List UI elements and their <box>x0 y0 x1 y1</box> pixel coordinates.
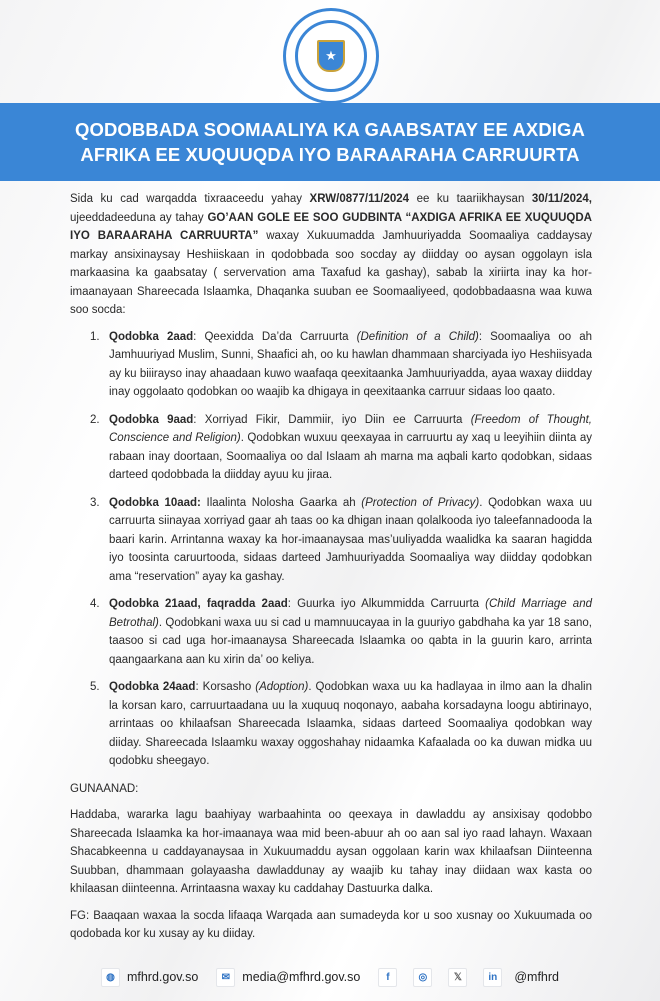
page-title-line-2: AFRIKA EE XUQUUQDA IYO BARAARAHA CARRUURTA <box>80 144 580 165</box>
list-number: 4. <box>90 598 100 610</box>
list-number: 2. <box>90 413 100 426</box>
italic-text: (Freedom of Thought, Conscience and Religion) <box>109 413 592 444</box>
italic-text: (Protection of Privacy) <box>361 496 480 509</box>
globe-icon: ◍ <box>101 968 120 987</box>
text-run: . Qodobkan waxa uu ka hadlayaa in ilmo aan la dhalin la korsan karo, carruurtaadana uu la xuquuq noqonayo, aabaha korsadayna loogu abtirinayo, arrintaas oo khilaafsan Shareecada Islaamka, sidaas darteed Soomaaliya qodobkan way diiday. Shareecada Islaamku waxay oggoshahay nidaamka Kafaalada oo ka duwan midka uu qodobku sheegayo. <box>109 681 592 767</box>
email-link[interactable] <box>216 968 360 987</box>
contact-footer <box>0 968 660 1001</box>
coat-of-arms-icon: ★ <box>317 40 345 72</box>
text-run: Ilaalinta Nolosha Gaarka ah <box>200 496 362 509</box>
list-item <box>70 411 592 485</box>
list-number: 3. <box>90 496 100 509</box>
text-run: : Qeexidda Da’da Carruurta <box>193 330 357 343</box>
italic-text: (Adoption) <box>255 681 309 693</box>
website-link[interactable] <box>101 968 198 987</box>
list-item <box>70 595 592 669</box>
list-number: 1. <box>90 330 100 343</box>
text-run: : Soomaaliya oo ah Jamhuuriyad Muslim, Sunni, Shaafici ah, oo ku hawlan dhammaan sharciyada iyo Heshiisyada ay ku biiirayso inay ahaadaan kuwo waafaqa qeexitaanka Jamhuuriyadda, ayaa waxay diidday inay oggolaato qodobkan oo waajib ka dhigaya in qeexitaanka carruur sidaas loo qaato. <box>109 330 593 398</box>
bold-text: 30/11/2024, <box>531 193 592 205</box>
text-run: waxay Xukuumadda Jamhuuriyadda Soomaaliya caddaysay markay ansixinaysay Heshiiskaan in qodobbada soo socday ay diidday oo aysan oggolayn isla markaasina ka gaabsatay ( servervation ama Taxafud ka gashay), sabab la xiriirta inay ka hor-imaanayaan Shareecada Islaamka, Dhaqanka suuban ee Soomaaliyeed, qodobbadaasna waa kuwa soo socda: <box>70 230 592 316</box>
list-item <box>70 328 592 402</box>
text-run: : Korsasho <box>195 681 256 693</box>
text-run: Sida ku cad warqadda tixraaceedu yahay <box>70 193 310 205</box>
italic-text: (Definition of a Child) <box>356 330 479 343</box>
footnote-paragraph: FG: Baaqaan waxaa la socda lifaaqa Warqada aan sumadeyda kor u soo xusnay oo Xukuumada oo qodobada kor ku xusay ay ku diiday. <box>70 909 592 940</box>
list-item <box>70 678 592 771</box>
text-run: ujeeddadeeduna ay tahay <box>70 211 208 224</box>
text-run: : Xorriyad Fikir, Dammiir, iyo Diin ee Carruurta <box>193 413 471 426</box>
italic-text: (Child Marriage and Betrothal) <box>109 598 592 629</box>
conclusion-heading: GUNAANAD: <box>70 782 139 795</box>
linkedin-icon[interactable]: in <box>483 968 502 987</box>
list-item <box>70 494 592 587</box>
list-number: 5. <box>90 681 100 693</box>
title-banner <box>0 103 660 181</box>
mail-icon: ✉ <box>216 968 235 987</box>
bold-text: Qodobka 24aad <box>109 681 196 693</box>
bold-text: XRW/0877/11/2024 <box>309 193 410 205</box>
logo-inner-ring <box>295 20 367 92</box>
text-run: . Qodobkani waxa uu si cad u mamnuucayaa in la guuriyo gabdhaha ka yar 18 sano, taasoo si cad uga hor-imaanaysa Shareecada Islaamka oo qabta in la guurin karo, arrinta qaangaarkana aan ku xirin da’ oo keliya. <box>109 616 592 666</box>
reservations-list <box>70 328 592 771</box>
text-run: ee ku taariikhaysan <box>409 193 532 205</box>
bold-text: Qodobka 21aad, faqradda 2aad <box>109 598 288 610</box>
conclusion-paragraph: Haddaba, wararka lagu baahiyay warbaahinta oo qeexaya in dawladdu ay ansixisay qodobbo Shareecada Islaamka ka hor-imaanaya waa mid been-abuur ah oo aan sal iyo raad lahayn. Waxaan Shacabkeenna u caddayanaysaa in Xukuumaddu aysan oggolaan karin wax khilaafsan Diinteenna Suubban, dhammaan golayaasha dawladdunay ay waajib ku tahay inay diidaan wax kasta oo khilaasan diinteenna. Arrintaasna waxay ku caddahay Dastuurka dalka. <box>70 809 592 895</box>
ministry-logo <box>283 8 379 104</box>
bold-text: Qodobka 2aad <box>109 330 194 343</box>
text-run: : Guurka iyo Alkummidda Carruurta <box>287 598 486 610</box>
page-title-line-1: QODOBBADA SOOMAALIYA KA GAABSATAY EE AXDIGA <box>74 119 585 140</box>
bold-text: Qodobka 9aad <box>109 413 194 426</box>
x-icon[interactable]: 𝕏 <box>448 968 467 987</box>
text-run: . Qodobkan wuxuu qeexayaa in carruurtu ay xaq u leeyihiin diinta ay rabaan inay doortaan, Soomaaliya oo dal Islaam ah marna ma aqbali karto qodobkan, sidaas darteed qodobbada la diidday ayuu ku jiraa. <box>109 432 592 481</box>
bold-text: Qodobka 10aad: <box>109 496 201 509</box>
bold-text: GO’AAN GOLE EE SOO GUDBINTA “AXDIGA AFRIKA EE XUQUUQDA IYO BARAARAHA CARRUURTA” <box>70 211 592 242</box>
social-handle: @mfhrd <box>514 970 560 984</box>
text-run: . Qodobkan waxa uu carruurta siinayaa xorriyad gaar ah taas oo ka dhigan inaan qolalkooda iyo taleefannadooda la baari karin. Arrintanna waxay ka hor-imaanaysaa mas’uuliyadda waalidka ka saaran hagidda iyo toosinta caruurtooda, sidaas darteed Jamhuuriyadda Soomaaliya way diidday qodobkan ama “reservation” ayay ka gashay. <box>109 496 593 583</box>
instagram-icon[interactable]: ◎ <box>413 968 432 987</box>
email-text: media@mfhrd.gov.so <box>242 970 361 984</box>
facebook-icon[interactable]: f <box>378 968 397 987</box>
website-text: mfhrd.gov.so <box>126 970 199 984</box>
intro-paragraph <box>70 190 592 320</box>
